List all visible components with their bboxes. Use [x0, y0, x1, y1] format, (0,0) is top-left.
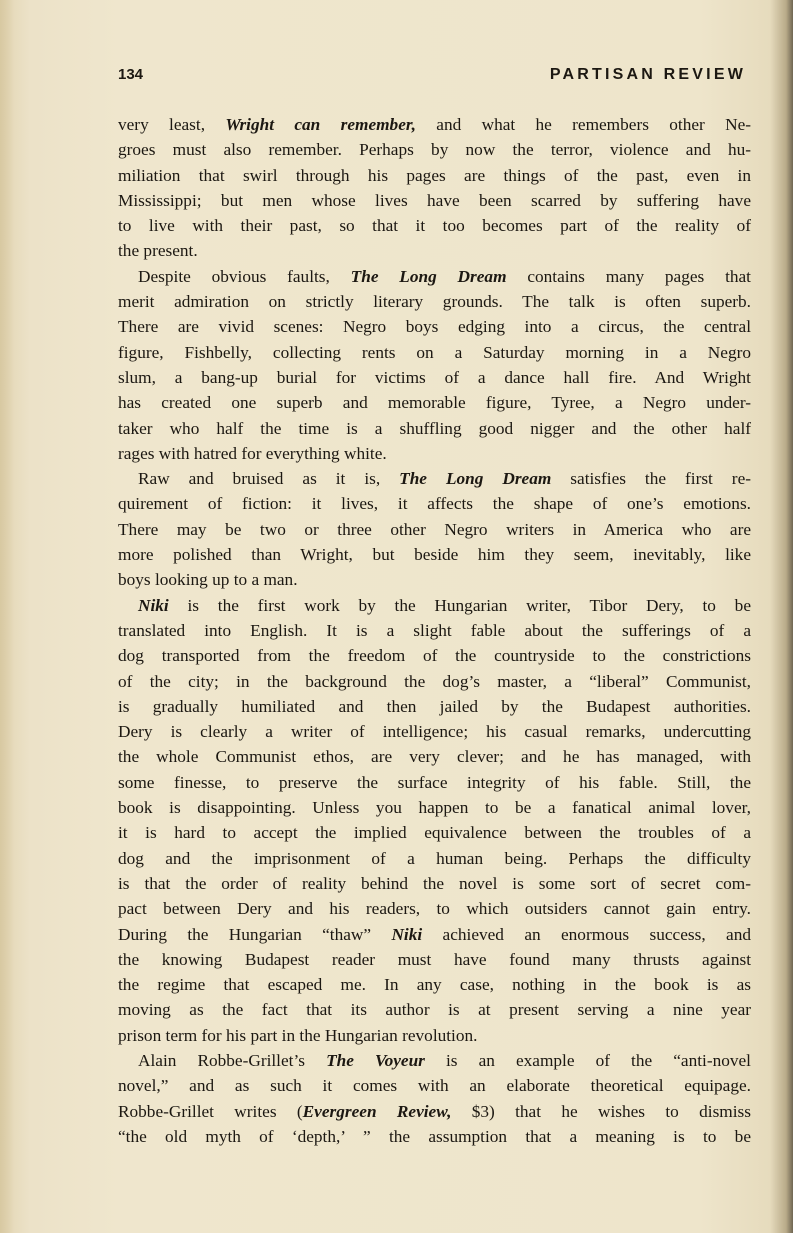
- text-line: [118, 1099, 751, 1124]
- text-line: [118, 112, 751, 137]
- text-run: translated into English. It is a slight fable about the sufferings of a: [118, 620, 751, 640]
- text-run: the present.: [118, 241, 198, 261]
- text-run: boys looking up to a man.: [118, 570, 298, 590]
- text-line: [118, 947, 751, 972]
- text-run: very least,: [118, 115, 226, 134]
- italic-title: The Long Dream: [399, 469, 552, 489]
- text-run: figure, Fishbelly, collecting rents on a Saturday morning in a Negro: [118, 342, 751, 362]
- text-run: more polished than Wright, but beside him they seem, inevitably, like: [118, 545, 751, 565]
- text-run: achieved an enormous success, and: [422, 924, 751, 944]
- text-line: [118, 896, 751, 921]
- text-line: [118, 1073, 751, 1098]
- text-line: [118, 264, 751, 289]
- text-run: merit admiration on strictly literary grounds. The talk is often superb.: [118, 292, 751, 312]
- text-run: some finesse, to preserve the surface integrity of his fable. Still, the: [118, 772, 751, 792]
- page-header: [118, 66, 746, 90]
- text-line: [118, 694, 751, 719]
- text-line: [118, 542, 751, 567]
- text-run: dog and the imprisonment of a human being. Perhaps the difficulty: [118, 848, 751, 868]
- italic-title: The Long Dream: [350, 266, 507, 286]
- text-line: [118, 846, 751, 871]
- text-line: [118, 719, 751, 744]
- text-run: is gradually humiliated and then jailed by the Budapest authorities.: [118, 696, 751, 716]
- text-line: [118, 1048, 751, 1073]
- text-line: [118, 163, 751, 188]
- text-line: [118, 491, 751, 516]
- text-line: [118, 567, 751, 592]
- text-run: There are vivid scenes: Negro boys edging into a circus, the central: [118, 317, 751, 337]
- text-run: taker who half the time is a shuffling good nigger and the other half: [118, 418, 751, 438]
- text-run: There may be two or three other Negro writers in America who are: [118, 519, 751, 539]
- text-run: “the old myth of ‘depth,’ ” the assumption that a meaning is to be: [118, 1126, 751, 1146]
- text-run: contains many pages that: [506, 266, 751, 286]
- italic-title: Niki: [391, 924, 423, 944]
- text-run: quirement of fiction: it lives, it affects the shape of one’s emotions.: [118, 494, 751, 514]
- text-run: rages with hatred for everything white.: [118, 443, 387, 463]
- book-gutter: [0, 0, 14, 1233]
- text-line: [118, 820, 751, 845]
- text-run: slum, a bang-up burial for victims of a dance hall fire. And Wright: [118, 367, 751, 387]
- text-run: Raw and bruised as it is,: [138, 469, 400, 489]
- text-run: of the city; in the background the dog’s master, a “liberal” Communist,: [118, 671, 751, 691]
- text-line: [118, 1124, 751, 1149]
- text-line: [118, 416, 751, 441]
- text-line: [118, 922, 751, 947]
- text-run: prison term for his part in the Hungarian revolution.: [118, 1025, 478, 1045]
- page-number: 134: [118, 66, 144, 83]
- text-run: Despite obvious faults,: [138, 266, 351, 286]
- text-run: novel,” and as such it comes with an elaborate theoretical equipage.: [118, 1076, 751, 1096]
- text-run: has created one superb and memorable figure, Tyree, a Negro under-: [118, 393, 751, 413]
- text-line: [118, 466, 751, 491]
- text-run: miliation that swirl through his pages are things of the past, even in: [118, 165, 751, 185]
- text-line: [118, 390, 751, 415]
- text-run: Robbe-Grillet writes (: [118, 1101, 303, 1121]
- text-run: book is disappointing. Unless you happen to be a fanatical animal lover,: [118, 798, 751, 818]
- text-line: [118, 365, 751, 390]
- text-line: [118, 770, 751, 795]
- text-run: Alain Robbe-Grillet’s: [138, 1050, 327, 1070]
- text-run: moving as the fact that its author is at present serving a nine year: [118, 1000, 751, 1020]
- text-line: [118, 289, 751, 314]
- text-line: [118, 669, 751, 694]
- text-run: the whole Communist ethos, are very clever; and he has managed, with: [118, 747, 751, 767]
- text-run: the knowing Budapest reader must have found many thrusts against: [118, 949, 751, 969]
- text-line: [118, 441, 751, 466]
- text-run: is that the order of reality behind the novel is some sort of secret com-: [118, 873, 751, 893]
- text-line: [118, 517, 751, 542]
- text-run: Mississippi; but men whose lives have been scarred by suffering have: [118, 190, 751, 210]
- italic-title: Niki: [138, 595, 169, 615]
- italic-title: Wright can remember,: [225, 115, 416, 134]
- text-line: [118, 744, 751, 769]
- text-line: [118, 593, 751, 618]
- text-run: is an example of the “anti-novel: [424, 1050, 751, 1070]
- text-line: [118, 871, 751, 896]
- text-run: groes must also remember. Perhaps by now the terror, violence and hu-: [118, 140, 751, 160]
- text-line: [118, 340, 751, 365]
- text-run: satisfies the first re-: [551, 469, 751, 489]
- text-run: $3) that he wishes to dismiss: [451, 1101, 751, 1121]
- text-run: pact between Dery and his readers, to which outsiders cannot gain entry.: [118, 899, 751, 919]
- text-line: [118, 188, 751, 213]
- text-line: [118, 314, 751, 339]
- text-run: is the first work by the Hungarian writer, Tibor Dery, to be: [168, 595, 751, 615]
- text-line: [118, 213, 751, 238]
- text-line: [118, 137, 751, 162]
- text-run: the regime that escaped me. In any case, nothing in the book is as: [118, 975, 751, 995]
- article-body: [118, 112, 751, 1149]
- running-head: PARTISAN REVIEW: [549, 66, 746, 83]
- italic-title: The Voyeur: [326, 1050, 425, 1070]
- text-run: and what he remembers other Ne-: [415, 115, 751, 134]
- text-line: [118, 643, 751, 668]
- text-run: During the Hungarian “thaw”: [118, 924, 392, 944]
- text-line: [118, 997, 751, 1022]
- text-line: [118, 618, 751, 643]
- text-line: [118, 795, 751, 820]
- text-line: [118, 238, 751, 263]
- text-line: [118, 972, 751, 997]
- italic-title: Evergreen Review,: [302, 1101, 452, 1121]
- text-run: it is hard to accept the implied equivalence between the troubles of a: [118, 823, 751, 843]
- text-run: to live with their past, so that it too becomes part of the reality of: [118, 216, 751, 236]
- text-run: Dery is clearly a writer of intelligence; his casual remarks, undercutting: [118, 722, 751, 742]
- text-run: dog transported from the freedom of the countryside to the constrictions: [118, 646, 751, 666]
- text-line: [118, 1023, 751, 1048]
